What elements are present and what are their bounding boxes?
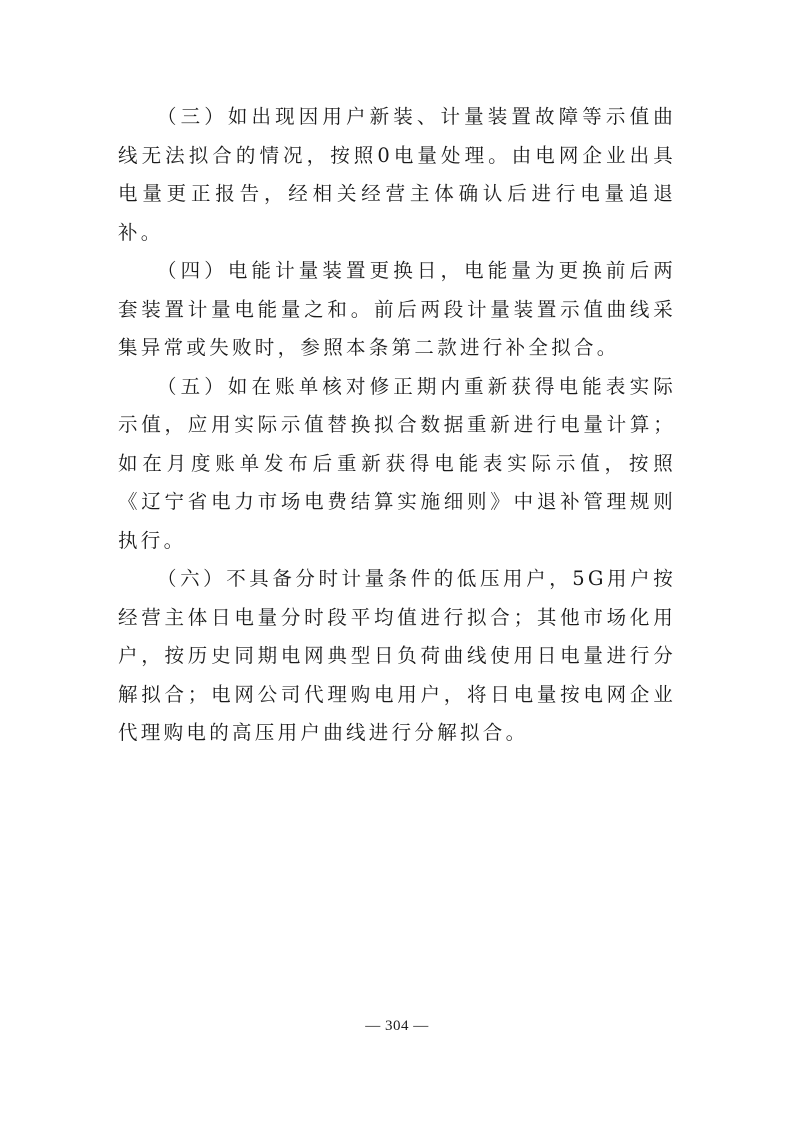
paragraph-four: （四）电能计量装置更换日，电能量为更换前后两套装置计量电能量之和。前后两段计量装置示值曲线采集异常或失败时，参照本条第二款进行补全拟合。 (118, 259, 676, 359)
document-body (118, 98, 676, 753)
paragraph-six: （六）不具备分时计量条件的低压用户，5G用户按经营主体日电量分时段平均值进行拟合；其他市场化用户，按历史同期电网典型日负荷曲线使用日电量进行分解拟合；电网公司代理购电用户，将日电量按电网企业代理购电的高压用户曲线进行分解拟合。 (118, 567, 676, 744)
paragraph-five: （五）如在账单核对修正期内重新获得电能表实际示值，应用实际示值替换拟合数据重新进行电量计算；如在月度账单发布后重新获得电能表实际示值，按照《辽宁省电力市场电费结算实施细则》中退补管理规则执行。 (118, 374, 676, 552)
page-number: — 304 — (365, 1018, 429, 1034)
paragraph-three: （三）如出现因用户新装、计量装置故障等示值曲线无法拟合的情况，按照0电量处理。由电网企业出具电量更正报告，经相关经营主体确认后进行电量追退补。 (118, 105, 676, 244)
